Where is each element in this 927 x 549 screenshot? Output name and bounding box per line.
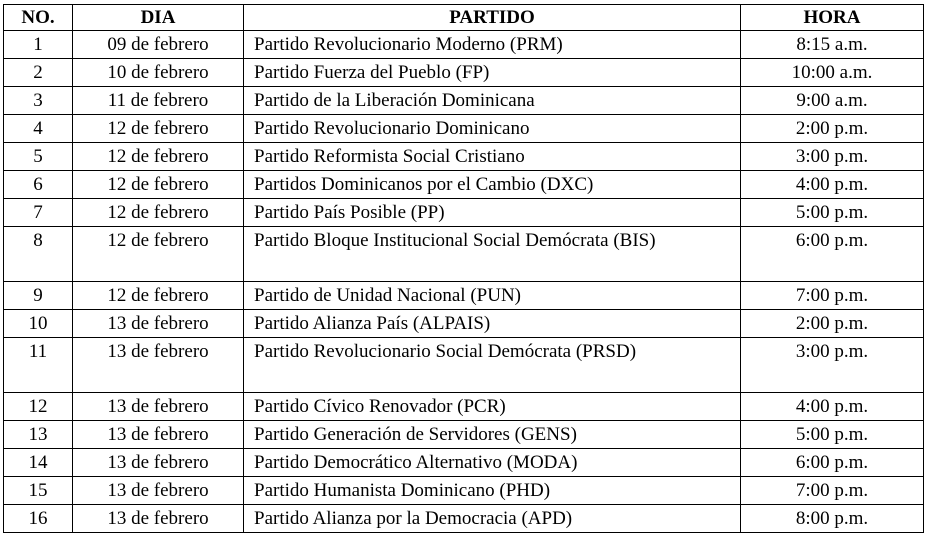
row-party: Partido Cívico Renovador (PCR) (244, 393, 741, 421)
row-number: 1 (4, 31, 73, 59)
row-date: 12 de febrero (73, 282, 244, 310)
table-row (4, 282, 924, 310)
row-party: Partido Alianza País (ALPAIS) (244, 310, 741, 338)
table-row (4, 393, 924, 421)
row-party: Partido Democrático Alternativo (MODA) (244, 449, 741, 477)
row-time: 6:00 p.m. (741, 227, 924, 282)
row-time: 8:15 a.m. (741, 31, 924, 59)
row-date: 12 de febrero (73, 227, 244, 282)
table-row (4, 477, 924, 505)
table-row (4, 31, 924, 59)
row-party: Partido Generación de Servidores (GENS) (244, 421, 741, 449)
row-time: 9:00 a.m. (741, 87, 924, 115)
row-party: Partido Revolucionario Social Demócrata (PRSD) (244, 338, 741, 393)
row-time: 5:00 p.m. (741, 421, 924, 449)
row-party: Partido de Unidad Nacional (PUN) (244, 282, 741, 310)
header-partido: PARTIDO (244, 5, 741, 31)
header-hora: HORA (741, 5, 924, 31)
row-date: 09 de febrero (73, 31, 244, 59)
row-party: Partido Bloque Institucional Social Demócrata (BIS) (244, 227, 741, 282)
table-row (4, 59, 924, 87)
table-body (4, 31, 924, 533)
table-row (4, 421, 924, 449)
row-party: Partido Humanista Dominicano (PHD) (244, 477, 741, 505)
row-date: 13 de febrero (73, 477, 244, 505)
row-number: 14 (4, 449, 73, 477)
row-number: 7 (4, 199, 73, 227)
row-time: 6:00 p.m. (741, 449, 924, 477)
row-number: 3 (4, 87, 73, 115)
row-number: 4 (4, 115, 73, 143)
table-row (4, 338, 924, 393)
row-number: 11 (4, 338, 73, 393)
row-time: 4:00 p.m. (741, 393, 924, 421)
row-number: 8 (4, 227, 73, 282)
row-date: 13 de febrero (73, 449, 244, 477)
table-row (4, 143, 924, 171)
header-no: NO. (4, 5, 73, 31)
table-row (4, 171, 924, 199)
table-row (4, 449, 924, 477)
row-party: Partido Reformista Social Cristiano (244, 143, 741, 171)
table-header (4, 5, 924, 31)
row-number: 9 (4, 282, 73, 310)
header-dia: DIA (73, 5, 244, 31)
row-time: 7:00 p.m. (741, 477, 924, 505)
row-date: 12 de febrero (73, 171, 244, 199)
row-date: 12 de febrero (73, 115, 244, 143)
table-row (4, 87, 924, 115)
row-time: 3:00 p.m. (741, 338, 924, 393)
row-number: 10 (4, 310, 73, 338)
row-party: Partido Revolucionario Moderno (PRM) (244, 31, 741, 59)
row-party: Partido Revolucionario Dominicano (244, 115, 741, 143)
row-date: 12 de febrero (73, 143, 244, 171)
row-date: 13 de febrero (73, 310, 244, 338)
row-party: Partido Fuerza del Pueblo (FP) (244, 59, 741, 87)
table-row (4, 199, 924, 227)
row-date: 12 de febrero (73, 199, 244, 227)
row-number: 16 (4, 505, 73, 533)
table-row (4, 310, 924, 338)
row-time: 10:00 a.m. (741, 59, 924, 87)
row-time: 8:00 p.m. (741, 505, 924, 533)
row-party: Partido de la Liberación Dominicana (244, 87, 741, 115)
row-party: Partido País Posible (PP) (244, 199, 741, 227)
row-time: 2:00 p.m. (741, 310, 924, 338)
row-date: 11 de febrero (73, 87, 244, 115)
row-date: 13 de febrero (73, 393, 244, 421)
row-number: 2 (4, 59, 73, 87)
table-row (4, 505, 924, 533)
row-number: 12 (4, 393, 73, 421)
row-number: 13 (4, 421, 73, 449)
row-number: 6 (4, 171, 73, 199)
header-row (4, 5, 924, 31)
row-number: 5 (4, 143, 73, 171)
row-date: 13 de febrero (73, 338, 244, 393)
row-date: 13 de febrero (73, 505, 244, 533)
row-date: 10 de febrero (73, 59, 244, 87)
row-time: 2:00 p.m. (741, 115, 924, 143)
row-party: Partido Alianza por la Democracia (APD) (244, 505, 741, 533)
row-time: 5:00 p.m. (741, 199, 924, 227)
row-number: 15 (4, 477, 73, 505)
table-row (4, 227, 924, 282)
row-time: 7:00 p.m. (741, 282, 924, 310)
row-date: 13 de febrero (73, 421, 244, 449)
row-time: 4:00 p.m. (741, 171, 924, 199)
schedule-table (3, 4, 924, 533)
table-row (4, 115, 924, 143)
row-time: 3:00 p.m. (741, 143, 924, 171)
row-party: Partidos Dominicanos por el Cambio (DXC) (244, 171, 741, 199)
